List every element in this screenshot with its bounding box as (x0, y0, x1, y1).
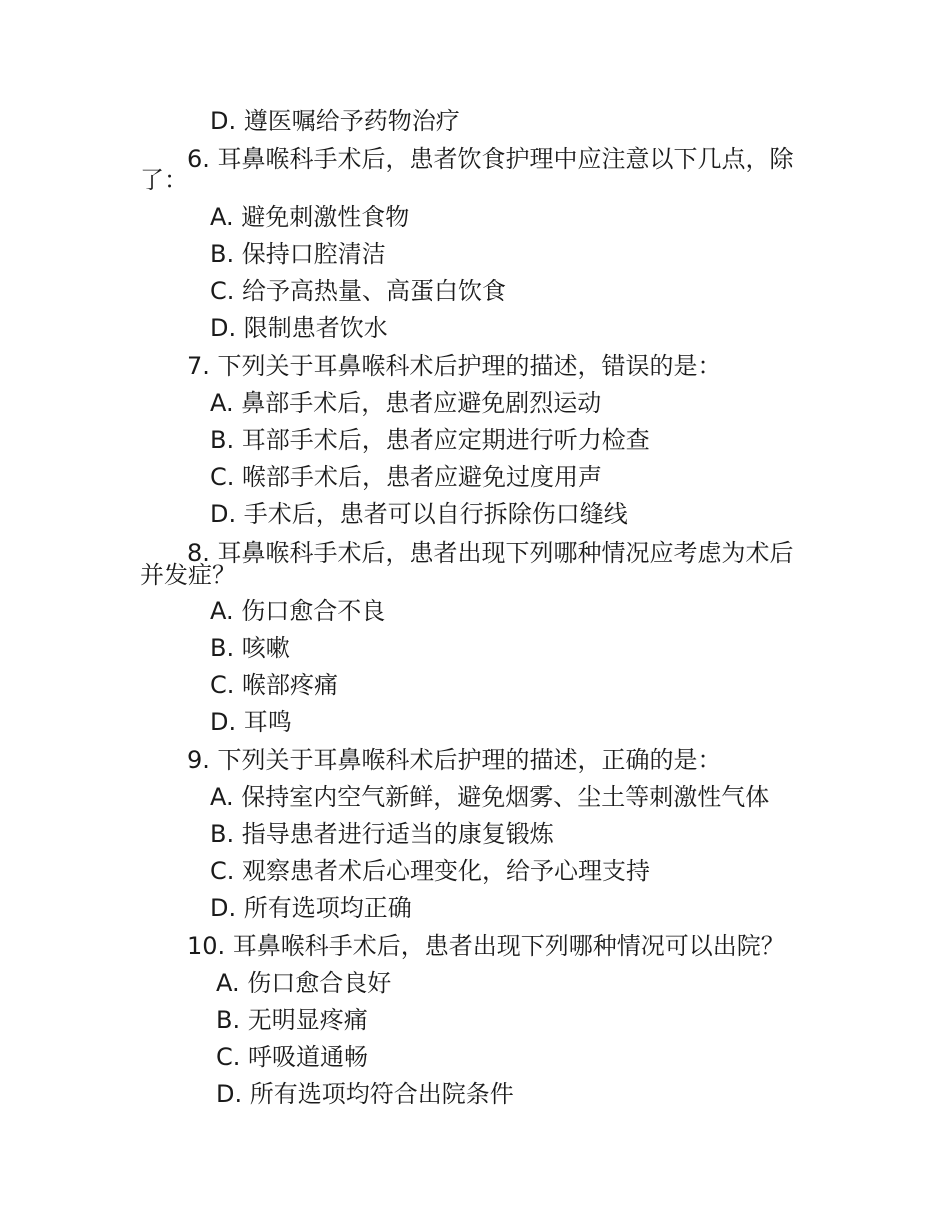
q7-option-b: B. 耳部手术后，患者应定期进行听力检查 (210, 426, 650, 454)
q6-option-d: D. 限制患者饮水 (210, 314, 388, 342)
q8-stem-line2: 并发症？ (140, 561, 236, 589)
q9-stem: 9. 下列关于耳鼻喉科术后护理的描述，正确的是： (187, 746, 722, 774)
q5-option-d: D. 遵医嘱给予药物治疗 (210, 107, 460, 135)
q9-option-d: D. 所有选项均正确 (210, 894, 412, 922)
q6-option-a: A. 避免刺激性食物 (210, 203, 410, 231)
q6-stem-line1: 6. 耳鼻喉科手术后，患者饮食护理中应注意以下几点，除 (187, 145, 794, 173)
q8-option-d: D. 耳鸣 (210, 708, 292, 736)
q10-stem: 10. 耳鼻喉科手术后，患者出现下列哪种情况可以出院？ (187, 932, 785, 960)
q6-option-c: C. 给予高热量、高蛋白饮食 (210, 277, 507, 305)
q9-option-a: A. 保持室内空气新鲜，避免烟雾、尘土等刺激性气体 (210, 783, 770, 811)
q8-option-c: C. 喉部疼痛 (210, 671, 339, 699)
q8-option-a: A. 伤口愈合不良 (210, 597, 386, 625)
q10-option-a: A. 伤口愈合良好 (216, 969, 392, 997)
q7-option-d: D. 手术后，患者可以自行拆除伤口缝线 (210, 500, 628, 528)
q10-option-b: B. 无明显疼痛 (216, 1006, 368, 1034)
q10-option-c: C. 呼吸道通畅 (216, 1043, 369, 1071)
q6-stem-line2: 了： (140, 166, 188, 194)
q7-option-a: A. 鼻部手术后，患者应避免剧烈运动 (210, 389, 602, 417)
q10-option-d: D. 所有选项均符合出院条件 (216, 1080, 514, 1108)
q9-option-b: B. 指导患者进行适当的康复锻炼 (210, 820, 554, 848)
q7-option-c: C. 喉部手术后，患者应避免过度用声 (210, 463, 603, 491)
q7-stem: 7. 下列关于耳鼻喉科术后护理的描述，错误的是： (187, 352, 722, 380)
q8-option-b: B. 咳嗽 (210, 634, 290, 662)
q8-stem-line1: 8. 耳鼻喉科手术后，患者出现下列哪种情况应考虑为术后 (187, 539, 794, 567)
q9-option-c: C. 观察患者术后心理变化，给予心理支持 (210, 857, 651, 885)
q6-option-b: B. 保持口腔清洁 (210, 240, 386, 268)
